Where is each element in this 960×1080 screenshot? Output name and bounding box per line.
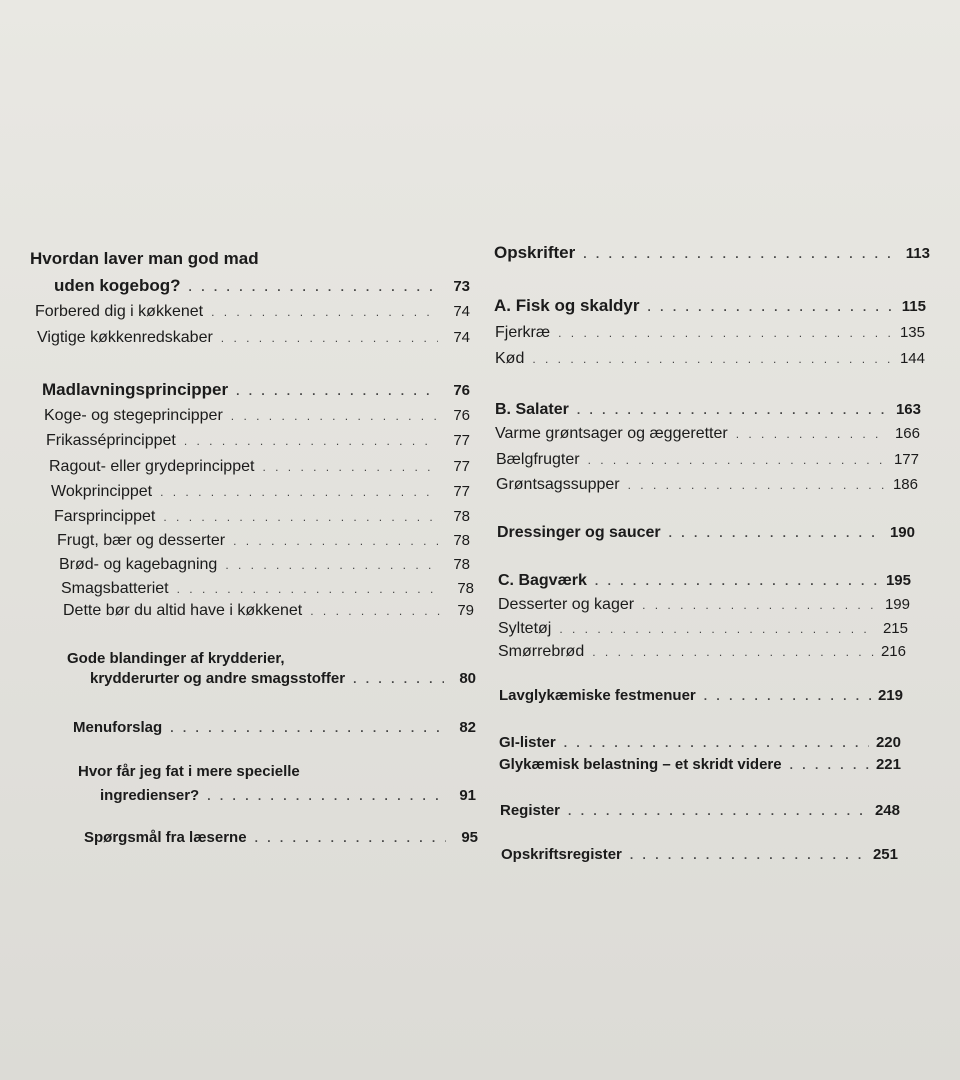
toc-page-number: 166	[894, 425, 920, 442]
toc-title: Ragout- eller grydeprincippet	[49, 458, 255, 475]
toc-entry	[61, 579, 474, 599]
leader-dots	[648, 297, 895, 317]
toc-title: Desserter og kager	[498, 596, 635, 613]
toc-heading-entry	[501, 845, 898, 865]
toc-heading-entry	[494, 243, 930, 264]
toc-entry	[49, 457, 470, 477]
toc-title: Opskriftsregister	[501, 846, 622, 863]
toc-entry	[495, 349, 925, 369]
toc-heading-entry	[495, 400, 921, 420]
toc-entry	[51, 482, 470, 502]
toc-heading-entry	[84, 828, 478, 848]
toc-heading-entry	[499, 755, 901, 775]
toc-title: Brød- og kagebagning	[59, 556, 218, 573]
toc-page-number: 251	[872, 846, 898, 863]
leader-dots	[177, 579, 442, 599]
leader-dots	[170, 718, 444, 738]
toc-page-number: 78	[457, 580, 474, 597]
toc-entry	[496, 475, 918, 495]
leader-dots	[595, 571, 879, 591]
toc-heading-entry	[498, 571, 911, 591]
toc-heading-entry	[90, 669, 476, 689]
toc-entry	[57, 531, 470, 551]
toc-entry	[496, 450, 919, 470]
leader-dots	[262, 457, 438, 477]
toc-title: Smørrebrød	[498, 643, 585, 660]
leader-dots	[163, 507, 438, 527]
toc-page-number: 216	[880, 643, 906, 660]
toc-page-number: 95	[461, 829, 478, 846]
toc-page-number: 77	[453, 483, 470, 500]
toc-page-number: 115	[901, 298, 926, 315]
toc-heading-entry	[73, 718, 476, 738]
toc-title: GI-lister	[499, 734, 556, 751]
toc-entry	[54, 507, 470, 527]
leader-dots	[184, 431, 438, 451]
toc-title: B. Salater	[495, 401, 569, 418]
toc-heading-line1: Hvor får jeg fat i mere specielle	[78, 763, 300, 780]
toc-page-number: 78	[453, 532, 470, 549]
toc-entry	[35, 302, 470, 322]
toc-page-number: 163	[895, 401, 921, 418]
toc-title: C. Bagværk	[498, 572, 587, 589]
toc-page-number: 73	[453, 278, 470, 295]
toc-page-number: 190	[889, 524, 915, 541]
toc-heading-entry	[497, 523, 915, 543]
leader-dots	[588, 450, 887, 470]
toc-page-number: 215	[882, 620, 908, 637]
toc-page-number: 144	[899, 350, 925, 367]
toc-title: Dressinger og saucer	[497, 524, 661, 541]
toc-entry	[59, 555, 470, 575]
toc-title: Farsprincippet	[54, 508, 156, 525]
toc-page-number: 177	[893, 451, 919, 468]
toc-page-number: 219	[877, 687, 903, 704]
leader-dots	[592, 642, 874, 662]
leader-dots	[532, 349, 893, 369]
toc-page-number: 135	[899, 324, 925, 341]
leader-dots	[577, 400, 889, 420]
toc-heading-entry	[499, 686, 903, 706]
leader-dots	[568, 801, 868, 821]
toc-title: Frugt, bær og desserter	[57, 532, 226, 549]
leader-dots	[310, 601, 442, 621]
toc-page-number: 76	[453, 382, 470, 399]
toc-page-number: 74	[453, 303, 470, 320]
toc-title: Menuforslag	[73, 719, 163, 736]
toc-title: Syltetøj	[498, 620, 552, 637]
toc-title: Vigtige køkkenredskaber	[37, 329, 213, 346]
leader-dots	[736, 424, 888, 444]
toc-entry	[495, 323, 925, 343]
toc-page-number: 78	[453, 556, 470, 573]
toc-entry	[498, 642, 906, 662]
toc-heading-entry	[100, 786, 476, 806]
toc-page-number: 82	[459, 719, 476, 736]
toc-title: Register	[500, 802, 561, 819]
toc-title: Varme grøntsager og æggeretter	[495, 425, 728, 442]
toc-page-number: 76	[453, 407, 470, 424]
toc-page-number: 195	[885, 572, 911, 589]
toc-title: Lavglykæmiske festmenuer	[499, 687, 696, 704]
toc-page-number: 221	[875, 756, 901, 773]
leader-dots	[564, 733, 869, 753]
leader-dots	[255, 828, 446, 848]
leader-dots	[628, 475, 886, 495]
toc-entry	[495, 424, 920, 444]
toc-entry	[46, 431, 470, 451]
toc-title: Madlavningsprincipper	[42, 380, 229, 399]
leader-dots	[221, 328, 438, 348]
leader-dots	[353, 669, 444, 689]
toc-page-number: 186	[892, 476, 918, 493]
toc-page-number: 77	[453, 458, 470, 475]
leader-dots	[669, 523, 883, 543]
toc-page-number: 199	[884, 596, 910, 613]
leader-dots	[211, 302, 438, 322]
toc-title: Dette bør du altid have i køkkenet	[63, 602, 303, 619]
toc-title: krydderurter og andre smagsstoffer	[90, 670, 346, 687]
leader-dots	[189, 277, 438, 297]
toc-page-number: 80	[459, 670, 476, 687]
toc-title: Glykæmisk belastning – et skridt videre	[499, 756, 782, 773]
toc-heading-entry	[42, 380, 470, 401]
toc-heading-line1: Hvordan laver man god mad	[30, 249, 259, 268]
toc-entry	[37, 328, 470, 348]
toc-entry	[44, 406, 470, 426]
toc-title: Kød	[495, 350, 525, 367]
leader-dots	[583, 244, 898, 264]
leader-dots	[704, 686, 871, 706]
leader-dots	[642, 595, 878, 615]
toc-title: Frikasséprincippet	[46, 432, 176, 449]
leader-dots	[630, 845, 866, 865]
toc-page-number: 77	[453, 432, 470, 449]
toc-entry	[498, 595, 910, 615]
toc-title: Spørgsmål fra læserne	[84, 829, 247, 846]
toc-title: Opskrifter	[494, 243, 576, 262]
toc-heading-line1: Gode blandinger af krydderier,	[67, 650, 285, 667]
toc-title: Fjerkræ	[495, 324, 551, 341]
toc-heading-entry	[500, 801, 900, 821]
leader-dots	[160, 482, 438, 502]
toc-title: Smagsbatteriet	[61, 580, 169, 597]
toc-title: ingredienser?	[100, 787, 200, 804]
leader-dots	[236, 381, 438, 401]
toc-page-number: 113	[905, 245, 930, 262]
leader-dots	[233, 531, 438, 551]
toc-title: Wokprincippet	[51, 483, 153, 500]
leader-dots	[559, 619, 876, 639]
toc-entry	[63, 601, 474, 621]
toc-title: Forbered dig i køkkenet	[35, 303, 204, 320]
toc-page-number: 220	[875, 734, 901, 751]
leader-dots	[207, 786, 444, 806]
leader-dots	[790, 755, 869, 775]
toc-title: uden kogebog?	[54, 276, 181, 295]
toc-heading-entry	[54, 276, 470, 297]
toc-heading-entry	[494, 296, 926, 317]
toc-heading-entry	[499, 733, 901, 753]
toc-entry	[498, 619, 908, 639]
toc-page-number: 91	[459, 787, 476, 804]
toc-title: Koge- og stegeprincipper	[44, 407, 223, 424]
leader-dots	[558, 323, 893, 343]
toc-page-number: 79	[457, 602, 474, 619]
leader-dots	[225, 555, 438, 575]
toc-page-number: 74	[453, 329, 470, 346]
toc-page-number: 78	[453, 508, 470, 525]
toc-title: A. Fisk og skaldyr	[494, 296, 640, 315]
leader-dots	[231, 406, 438, 426]
toc-page-number: 248	[874, 802, 900, 819]
toc-title: Grøntsagssupper	[496, 476, 620, 493]
toc-title: Bælgfrugter	[496, 451, 580, 468]
